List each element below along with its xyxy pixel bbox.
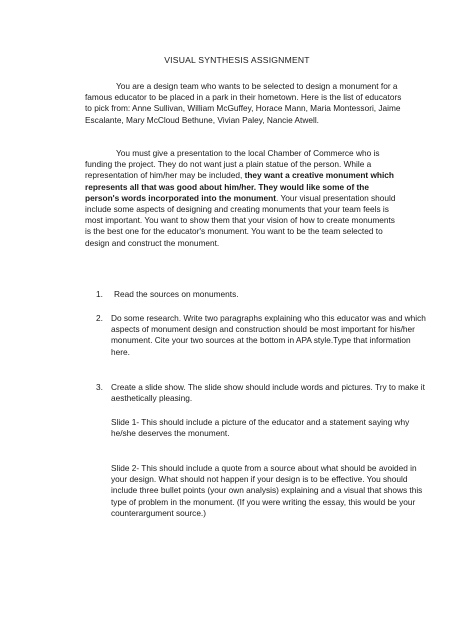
list-text: Read the sources on monuments. xyxy=(114,289,239,299)
list-text: Do some research. Write two paragraphs explaining who this educator was and which aspects of monument design and construction should be most important for his/her monument. Cite your two sources at the bottom in APA style.Type that information here. xyxy=(111,313,426,357)
list-text: Create a slide show. The slide show should include words and pictures. Try to make it aesthetically pleasing. xyxy=(111,382,425,404)
presentation-paragraph xyxy=(85,148,403,249)
intro-text: You are a design team who wants to be selected to design a monument for a famous educator to be placed in a park in their hometown. Here is the list of educators to pick from: Anne Sullivan, William McGuffey, Horace Mann, Maria Montessori, Jaime Escalante, Mary McCloud Bethune, Vivian Paley, Nancie Atwell. xyxy=(85,81,402,125)
presentation-text-bold: they want a creative monument which represents all that was good about him/her. They would like some of the person's words incorporated into the monument xyxy=(85,170,394,203)
presentation-text-part1: You must give a presentation to the local Chamber of Commerce who is funding the project. They do not want just a plain statue of the person. While a representation of him/her may be included, xyxy=(85,148,380,181)
document-title: VISUAL SYNTHESIS ASSIGNMENT xyxy=(164,55,310,65)
intro-paragraph xyxy=(85,81,403,126)
slide2-paragraph: Slide 2- This should include a quote from a source about what should be avoided in your design. What should not happen if your design is to be effective. You should include three bullet points (your own analysis) explaining and a visual that shows this type of problem in the monument. (If you were writing the essay, this would be your counterargument source.) xyxy=(111,463,423,518)
slide1-paragraph: Slide 1- This should include a picture of the educator and a statement saying why he/she deserves the monument. xyxy=(111,417,410,439)
list-number: 2. xyxy=(96,313,103,323)
list-number: 1. xyxy=(96,289,103,299)
list-number: 3. xyxy=(96,382,103,392)
presentation-text-part2: . Your visual presentation should include some aspects of designing and creating monuments that your team feels is most important. You want to show them that your vision of how to create monuments is the best one for the educator's monument. You want to be the team selected to design and construct the monument. xyxy=(85,192,396,248)
